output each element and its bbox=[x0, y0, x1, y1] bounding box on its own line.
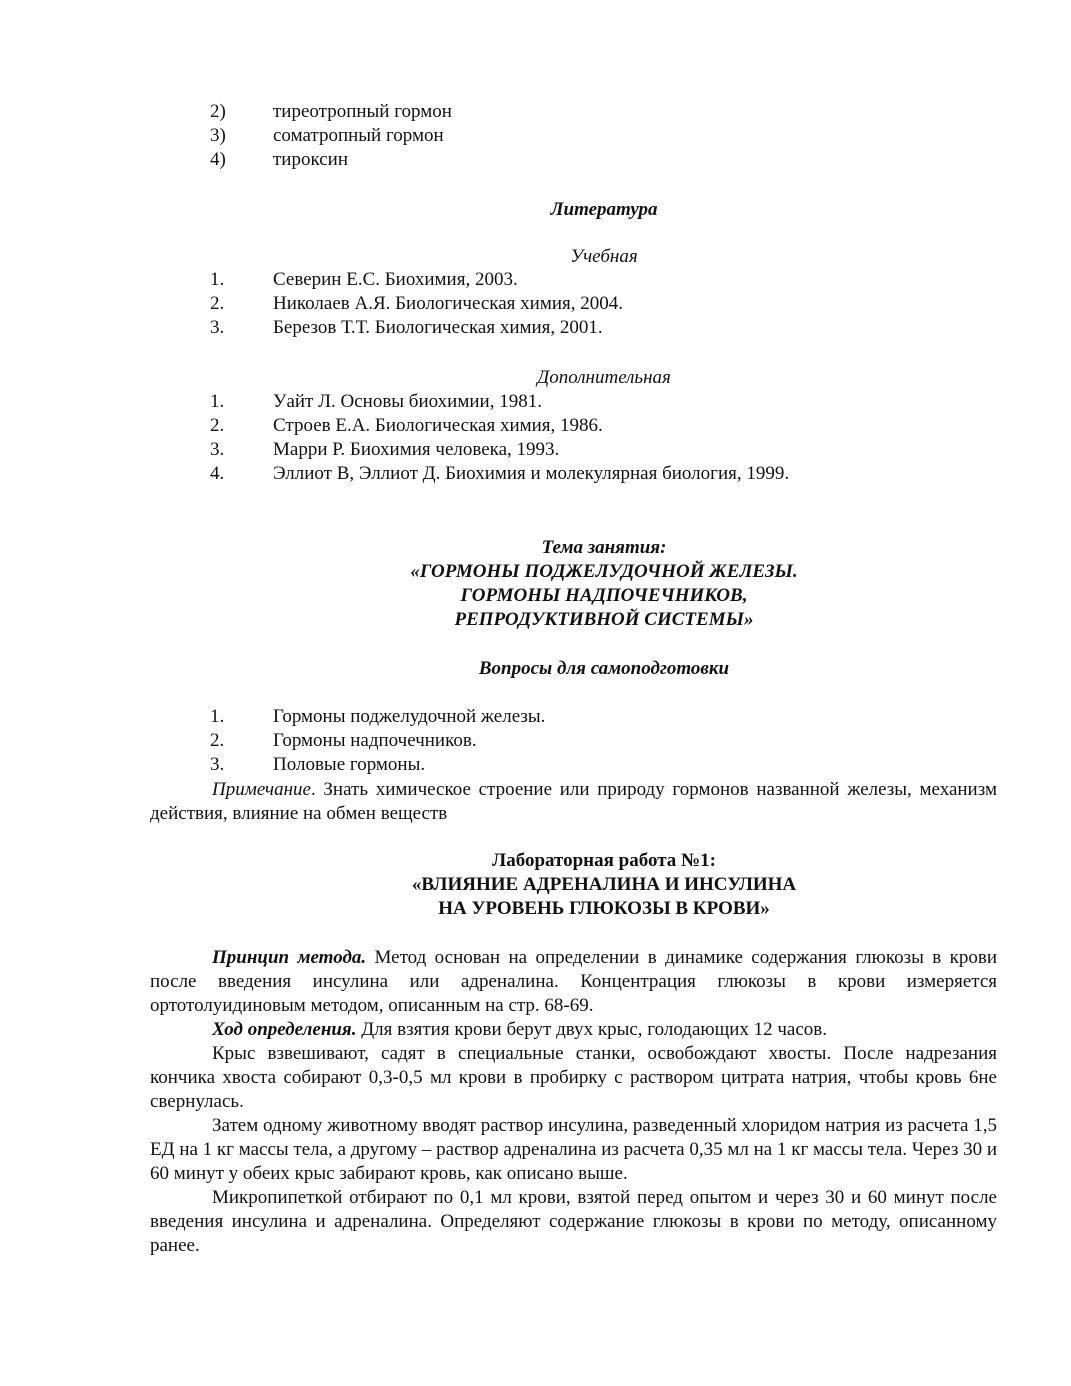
item-number: 3. bbox=[210, 317, 225, 338]
body-paragraph: Микропипеткой отбирают по 0,1 мл крови, взятой перед опытом и через 30 и 60 минут после введения инсулина и адреналина. Определяют содержание глюкозы в крови по методу, описанному ранее. bbox=[150, 1187, 997, 1256]
item-text: Гормоны надпочечников. bbox=[273, 730, 477, 751]
item-text: Марри Р. Биохимия человека, 1993. bbox=[273, 439, 560, 460]
literature-heading: Литература bbox=[550, 199, 658, 220]
principle-label: Принцип метода. bbox=[212, 947, 367, 968]
list-item bbox=[210, 753, 545, 777]
item-number: 4) bbox=[210, 149, 226, 170]
topic-title-line: ГОРМОНЫ НАДПОЧЕЧНИКОВ, bbox=[460, 585, 748, 606]
item-text: тироксин bbox=[273, 149, 348, 170]
list-item bbox=[210, 124, 452, 148]
topic-title-line: РЕПРОДУКТИВНОЙ СИСТЕМЫ» bbox=[454, 609, 754, 630]
principle-text: Метод основан на определении в динамике содержания глюкозы в крови после введения инсулина или адреналина. Концентрация глюкозы в крови измеряется ортотолуидиновым методом, описанным на стр. 68-69. bbox=[150, 947, 997, 1016]
questions-heading: Вопросы для самоподготовки bbox=[478, 658, 730, 679]
item-number: 3) bbox=[210, 125, 226, 146]
item-text: Уайт Л. Основы биохимии, 1981. bbox=[273, 391, 542, 412]
note-text: . Знать химическое строение или природу гормонов названной железы, механизм действия, влияние на обмен веществ bbox=[150, 779, 997, 824]
note-label: Примечание bbox=[212, 779, 311, 800]
item-text: Гормоны поджелудочной железы. bbox=[273, 706, 546, 727]
list-item bbox=[210, 438, 789, 462]
topic-label: Тема занятия: bbox=[541, 537, 667, 558]
additional-literature-heading: Дополнительная bbox=[537, 367, 671, 388]
list-item bbox=[210, 268, 623, 292]
procedure-text: Для взятия крови берут двух крыс, голодающих 12 часов. bbox=[356, 1019, 828, 1040]
item-number: 4. bbox=[210, 463, 225, 484]
item-number: 3. bbox=[210, 439, 225, 460]
lab-body bbox=[150, 946, 997, 1258]
item-number: 3. bbox=[210, 754, 225, 775]
body-paragraph: Затем одному животному вводят раствор инсулина, разведенный хлоридом натрия из расчета 1,5 ЕД на 1 кг массы тела, а другому – раствор адреналина из расчета 0,35 мл на 1 кг массы тела. Через 30 и 60 минут у обеих крыс забирают кровь, как описано выше. bbox=[150, 1115, 997, 1184]
item-number: 1. bbox=[210, 391, 225, 412]
item-number: 2) bbox=[210, 101, 226, 122]
basic-literature-list bbox=[210, 268, 623, 340]
item-number: 2. bbox=[210, 730, 225, 751]
list-item bbox=[210, 729, 545, 753]
answer-options-list bbox=[210, 100, 452, 172]
list-item bbox=[210, 414, 789, 438]
item-number: 2. bbox=[210, 415, 225, 436]
item-text: Строев Е.А. Биологическая химия, 1986. bbox=[273, 415, 603, 436]
topic-heading bbox=[150, 536, 1058, 632]
list-item bbox=[210, 292, 623, 316]
lab-heading bbox=[150, 849, 1058, 921]
item-text: Николаев А.Я. Биологическая химия, 2004. bbox=[273, 293, 623, 314]
item-text: тиреотропный гормон bbox=[273, 101, 452, 122]
item-number: 1. bbox=[210, 269, 225, 290]
principle-paragraph bbox=[150, 946, 997, 1018]
additional-literature-list bbox=[210, 390, 789, 486]
list-item bbox=[210, 705, 545, 729]
procedure-label: Ход определения. bbox=[212, 1019, 357, 1040]
item-number: 2. bbox=[210, 293, 225, 314]
list-item bbox=[210, 148, 452, 172]
topic-title-line: «ГОРМОНЫ ПОДЖЕЛУДОЧНОЙ ЖЕЛЕЗЫ. bbox=[410, 561, 798, 582]
note-paragraph bbox=[150, 778, 997, 826]
item-text: соматропный гормон bbox=[273, 125, 444, 146]
list-item bbox=[210, 390, 789, 414]
item-text: Березов Т.Т. Биологическая химия, 2001. bbox=[273, 317, 603, 338]
lab-label: Лабораторная работа №1: bbox=[492, 850, 716, 871]
item-number: 1. bbox=[210, 706, 225, 727]
lab-title-line: НА УРОВЕНЬ ГЛЮКОЗЫ В КРОВИ» bbox=[438, 898, 770, 919]
item-text: Северин Е.С. Биохимия, 2003. bbox=[273, 269, 518, 290]
list-item bbox=[210, 100, 452, 124]
item-text: Половые гормоны. bbox=[273, 754, 426, 775]
basic-literature-heading: Учебная bbox=[570, 246, 638, 267]
questions-list bbox=[210, 705, 545, 777]
list-item bbox=[210, 462, 789, 486]
list-item bbox=[210, 316, 623, 340]
item-text: Эллиот В, Эллиот Д. Биохимия и молекулярная биология, 1999. bbox=[273, 463, 790, 484]
lab-title-line: «ВЛИЯНИЕ АДРЕНАЛИНА И ИНСУЛИНА bbox=[411, 874, 797, 895]
body-paragraph: Крыс взвешивают, садят в специальные станки, освобождают хвосты. После надрезания кончика хвоста собирают 0,3-0,5 мл крови в пробирку с раствором цитрата натрия, чтобы кровь 6не свернулась. bbox=[150, 1043, 997, 1112]
procedure-paragraph bbox=[150, 1018, 997, 1042]
